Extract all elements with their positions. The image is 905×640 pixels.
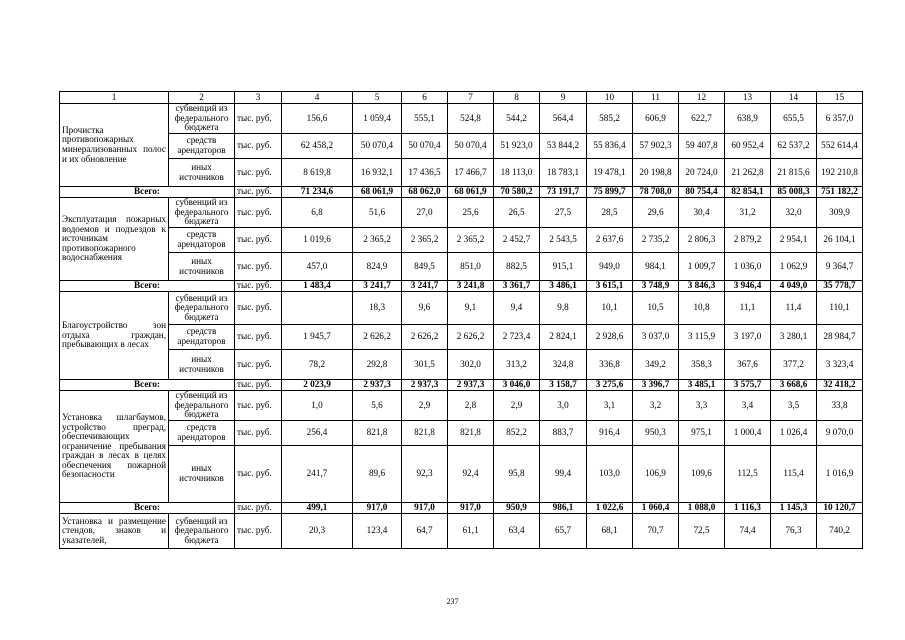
value-cell: 638,9	[725, 104, 771, 134]
value-cell: 2,9	[494, 391, 540, 421]
value-cell: 3,1	[587, 391, 633, 421]
total-value: 68 061,9	[448, 187, 494, 198]
col-num: 3	[235, 92, 282, 104]
funding-source: иных источников	[169, 350, 235, 380]
value-cell: 25,6	[448, 198, 494, 228]
unit: тыс. руб.	[235, 134, 282, 159]
value-cell: 30,4	[679, 198, 725, 228]
col-num: 15	[817, 92, 863, 104]
value-cell: 76,3	[771, 514, 817, 549]
value-cell: 2,9	[402, 391, 448, 421]
value-cell: 1 059,4	[353, 104, 402, 134]
total-value: 82 854,1	[725, 187, 771, 198]
value-cell: 3,4	[725, 391, 771, 421]
value-cell: 2 879,2	[725, 228, 771, 253]
value-cell: 18 783,1	[540, 159, 587, 187]
unit: тыс. руб.	[235, 325, 282, 350]
value-cell: 256,4	[282, 421, 353, 446]
value-cell: 309,9	[817, 198, 863, 228]
value-cell: 367,6	[725, 350, 771, 380]
total-value: 68 062,0	[402, 187, 448, 198]
total-value: 1 116,3	[725, 503, 771, 514]
total-row	[60, 281, 863, 292]
funding-source: иных источников	[169, 159, 235, 187]
funding-row	[60, 134, 863, 159]
total-value: 3 361,7	[494, 281, 540, 292]
unit: тыс. руб.	[235, 253, 282, 281]
funding-source: иных источников	[169, 446, 235, 503]
funding-row	[60, 228, 863, 253]
col-num: 1	[60, 92, 169, 104]
unit: тыс. руб.	[235, 503, 282, 514]
value-cell: 585,2	[587, 104, 633, 134]
value-cell: 849,5	[402, 253, 448, 281]
total-value: 70 580,2	[494, 187, 540, 198]
value-cell: 740,2	[817, 514, 863, 549]
value-cell: 62 458,2	[282, 134, 353, 159]
value-cell: 2 626,2	[402, 325, 448, 350]
value-cell: 9,4	[494, 292, 540, 325]
value-cell: 552 614,4	[817, 134, 863, 159]
value-cell	[282, 292, 353, 325]
value-cell: 74,4	[725, 514, 771, 549]
activity-name: Установка шлагбаумов, устройство преград, обеспечивающих ограничение пребывания граждан в лесах в целях обеспечения пожарной безопасности	[60, 391, 169, 503]
value-cell: 110,1	[817, 292, 863, 325]
value-cell: 20 198,8	[633, 159, 679, 187]
value-cell: 1,0	[282, 391, 353, 421]
value-cell: 2 735,2	[633, 228, 679, 253]
value-cell: 63,4	[494, 514, 540, 549]
total-value: 3 748,9	[633, 281, 679, 292]
value-cell: 50 070,4	[353, 134, 402, 159]
total-value: 3 846,3	[679, 281, 725, 292]
value-cell: 21 815,6	[771, 159, 817, 187]
value-cell: 27,0	[402, 198, 448, 228]
value-cell: 16 932,1	[353, 159, 402, 187]
value-cell: 109,6	[679, 446, 725, 503]
value-cell: 17 466,7	[448, 159, 494, 187]
value-cell: 61,1	[448, 514, 494, 549]
column-number-row	[60, 92, 863, 104]
value-cell: 821,8	[402, 421, 448, 446]
value-cell: 821,8	[448, 421, 494, 446]
value-cell: 10,5	[633, 292, 679, 325]
value-cell: 123,4	[353, 514, 402, 549]
value-cell: 6,8	[282, 198, 353, 228]
total-label: Всего:	[60, 503, 235, 514]
unit: тыс. руб.	[235, 446, 282, 503]
value-cell: 18,3	[353, 292, 402, 325]
funding-source: субвенций из федерального бюджета	[169, 391, 235, 421]
value-cell: 2 365,2	[448, 228, 494, 253]
total-value: 986,1	[540, 503, 587, 514]
total-value: 3 946,4	[725, 281, 771, 292]
value-cell: 2 824,1	[540, 325, 587, 350]
total-value: 3 241,7	[402, 281, 448, 292]
value-cell: 103,0	[587, 446, 633, 503]
budget-table	[59, 91, 863, 549]
value-cell: 59 407,8	[679, 134, 725, 159]
value-cell: 949,0	[587, 253, 633, 281]
value-cell: 2 452,7	[494, 228, 540, 253]
total-value: 35 778,7	[817, 281, 863, 292]
value-cell: 60 952,4	[725, 134, 771, 159]
total-value: 917,0	[353, 503, 402, 514]
value-cell: 2 637,6	[587, 228, 633, 253]
total-label: Всего:	[60, 281, 235, 292]
value-cell: 53 844,2	[540, 134, 587, 159]
value-cell: 1 000,4	[725, 421, 771, 446]
total-value: 10 120,7	[817, 503, 863, 514]
value-cell: 17 436,5	[402, 159, 448, 187]
value-cell: 1 026,4	[771, 421, 817, 446]
funding-row	[60, 421, 863, 446]
total-value: 1 483,4	[282, 281, 353, 292]
value-cell: 241,7	[282, 446, 353, 503]
activity-name: Прочистка противопожарных минерализованных полос и их обновление	[60, 104, 169, 187]
value-cell: 544,2	[494, 104, 540, 134]
value-cell: 27,5	[540, 198, 587, 228]
value-cell: 28,5	[587, 198, 633, 228]
total-value: 3 046,0	[494, 380, 540, 391]
value-cell: 555,1	[402, 104, 448, 134]
col-num: 11	[633, 92, 679, 104]
value-cell: 2 954,1	[771, 228, 817, 253]
value-cell: 950,3	[633, 421, 679, 446]
value-cell: 70,7	[633, 514, 679, 549]
funding-source: субвенций из федерального бюджета	[169, 514, 235, 549]
total-value: 1 088,0	[679, 503, 725, 514]
value-cell: 302,0	[448, 350, 494, 380]
funding-source: субвенций из федерального бюджета	[169, 104, 235, 134]
total-value: 3 575,7	[725, 380, 771, 391]
page-number: 237	[446, 597, 459, 606]
unit: тыс. руб.	[235, 281, 282, 292]
value-cell: 10,8	[679, 292, 725, 325]
value-cell: 51 923,0	[494, 134, 540, 159]
value-cell: 3 115,9	[679, 325, 725, 350]
unit: тыс. руб.	[235, 292, 282, 325]
unit: тыс. руб.	[235, 421, 282, 446]
total-value: 3 668,6	[771, 380, 817, 391]
value-cell: 301,5	[402, 350, 448, 380]
value-cell: 6 357,0	[817, 104, 863, 134]
col-num: 14	[771, 92, 817, 104]
value-cell: 1 062,9	[771, 253, 817, 281]
total-value: 3 485,1	[679, 380, 725, 391]
value-cell: 915,1	[540, 253, 587, 281]
value-cell: 26 104,1	[817, 228, 863, 253]
value-cell: 377,2	[771, 350, 817, 380]
activity-name: Установка и размещение стендов, знаков и указателей,	[60, 514, 169, 549]
funding-row	[60, 104, 863, 134]
value-cell: 57 902,3	[633, 134, 679, 159]
value-cell: 11,4	[771, 292, 817, 325]
total-value: 499,1	[282, 503, 353, 514]
total-value: 1 022,6	[587, 503, 633, 514]
total-value: 1 145,3	[771, 503, 817, 514]
value-cell: 821,8	[353, 421, 402, 446]
value-cell: 92,4	[448, 446, 494, 503]
value-cell: 115,4	[771, 446, 817, 503]
value-cell: 9,8	[540, 292, 587, 325]
value-cell: 95,8	[494, 446, 540, 503]
value-cell: 349,2	[633, 350, 679, 380]
col-num: 2	[169, 92, 235, 104]
value-cell: 336,8	[587, 350, 633, 380]
value-cell: 55 836,4	[587, 134, 633, 159]
col-num: 7	[448, 92, 494, 104]
funding-row	[60, 391, 863, 421]
value-cell: 606,9	[633, 104, 679, 134]
value-cell: 882,5	[494, 253, 540, 281]
value-cell: 2 543,5	[540, 228, 587, 253]
total-value: 950,9	[494, 503, 540, 514]
col-num: 10	[587, 92, 633, 104]
total-row	[60, 380, 863, 391]
col-num: 13	[725, 92, 771, 104]
unit: тыс. руб.	[235, 104, 282, 134]
value-cell: 65,7	[540, 514, 587, 549]
total-value: 75 899,7	[587, 187, 633, 198]
value-cell: 50 070,4	[402, 134, 448, 159]
value-cell: 313,2	[494, 350, 540, 380]
value-cell: 20,3	[282, 514, 353, 549]
total-value: 78 708,0	[633, 187, 679, 198]
activity-name: Благоустройство зон отдыха граждан, пребывающих в лесах	[60, 292, 169, 380]
value-cell: 1 009,7	[679, 253, 725, 281]
value-cell: 28 984,7	[817, 325, 863, 350]
value-cell: 3,0	[540, 391, 587, 421]
value-cell: 1 036,0	[725, 253, 771, 281]
value-cell: 112,5	[725, 446, 771, 503]
col-num: 9	[540, 92, 587, 104]
value-cell: 78,2	[282, 350, 353, 380]
value-cell: 852,2	[494, 421, 540, 446]
value-cell: 3,3	[679, 391, 725, 421]
value-cell: 192 210,8	[817, 159, 863, 187]
value-cell: 2 806,3	[679, 228, 725, 253]
value-cell: 5,6	[353, 391, 402, 421]
funding-source: субвенций из федерального бюджета	[169, 292, 235, 325]
value-cell: 18 113,0	[494, 159, 540, 187]
total-value: 85 008,3	[771, 187, 817, 198]
value-cell: 62 537,2	[771, 134, 817, 159]
value-cell: 26,5	[494, 198, 540, 228]
total-row	[60, 503, 863, 514]
total-value: 751 182,2	[817, 187, 863, 198]
value-cell: 9,1	[448, 292, 494, 325]
unit: тыс. руб.	[235, 391, 282, 421]
value-cell: 106,9	[633, 446, 679, 503]
value-cell: 2 723,4	[494, 325, 540, 350]
value-cell: 524,8	[448, 104, 494, 134]
activity-name: Эксплуатация пожарных водоемов и подъездов к источникам противопожарного водоснабжения	[60, 198, 169, 281]
value-cell: 72,5	[679, 514, 725, 549]
total-value: 1 060,4	[633, 503, 679, 514]
value-cell: 916,4	[587, 421, 633, 446]
total-value: 3 615,1	[587, 281, 633, 292]
total-value: 917,0	[448, 503, 494, 514]
funding-source: средств арендаторов	[169, 325, 235, 350]
funding-source: средств арендаторов	[169, 421, 235, 446]
value-cell: 92,3	[402, 446, 448, 503]
value-cell: 883,7	[540, 421, 587, 446]
value-cell: 984,1	[633, 253, 679, 281]
total-value: 3 486,1	[540, 281, 587, 292]
value-cell: 1 945,7	[282, 325, 353, 350]
value-cell: 1 019,6	[282, 228, 353, 253]
funding-source: средств арендаторов	[169, 228, 235, 253]
unit: тыс. руб.	[235, 187, 282, 198]
total-value: 3 158,7	[540, 380, 587, 391]
value-cell: 564,4	[540, 104, 587, 134]
total-value: 4 049,0	[771, 281, 817, 292]
total-row	[60, 187, 863, 198]
value-cell: 2,8	[448, 391, 494, 421]
total-value: 3 275,6	[587, 380, 633, 391]
funding-row	[60, 292, 863, 325]
value-cell: 10,1	[587, 292, 633, 325]
value-cell: 32,0	[771, 198, 817, 228]
value-cell: 9 070,0	[817, 421, 863, 446]
total-value: 73 191,7	[540, 187, 587, 198]
value-cell: 292,8	[353, 350, 402, 380]
col-num: 4	[282, 92, 353, 104]
col-num: 12	[679, 92, 725, 104]
value-cell: 9,6	[402, 292, 448, 325]
unit: тыс. руб.	[235, 159, 282, 187]
value-cell: 8 619,8	[282, 159, 353, 187]
value-cell: 31,2	[725, 198, 771, 228]
value-cell: 29,6	[633, 198, 679, 228]
funding-row	[60, 325, 863, 350]
funding-source: субвенций из федерального бюджета	[169, 198, 235, 228]
total-value: 3 241,7	[353, 281, 402, 292]
value-cell: 21 262,8	[725, 159, 771, 187]
funding-source: иных источников	[169, 253, 235, 281]
value-cell: 3 037,0	[633, 325, 679, 350]
value-cell: 19 478,1	[587, 159, 633, 187]
col-num: 5	[353, 92, 402, 104]
value-cell: 622,7	[679, 104, 725, 134]
value-cell: 3,2	[633, 391, 679, 421]
value-cell: 99,4	[540, 446, 587, 503]
unit: тыс. руб.	[235, 514, 282, 549]
value-cell: 1 016,9	[817, 446, 863, 503]
funding-row	[60, 159, 863, 187]
total-value: 80 754,4	[679, 187, 725, 198]
value-cell: 3 323,4	[817, 350, 863, 380]
value-cell: 2 626,2	[448, 325, 494, 350]
total-value: 3 241,8	[448, 281, 494, 292]
value-cell: 824,9	[353, 253, 402, 281]
value-cell: 33,8	[817, 391, 863, 421]
total-label: Всего:	[60, 380, 235, 391]
total-value: 32 418,2	[817, 380, 863, 391]
total-value: 71 234,6	[282, 187, 353, 198]
value-cell: 2 626,2	[353, 325, 402, 350]
value-cell: 3 280,1	[771, 325, 817, 350]
value-cell: 89,6	[353, 446, 402, 503]
col-num: 6	[402, 92, 448, 104]
unit: тыс. руб.	[235, 350, 282, 380]
total-value: 2 937,3	[402, 380, 448, 391]
unit: тыс. руб.	[235, 380, 282, 391]
value-cell: 457,0	[282, 253, 353, 281]
value-cell: 655,5	[771, 104, 817, 134]
value-cell: 51,6	[353, 198, 402, 228]
total-value: 2 937,3	[353, 380, 402, 391]
value-cell: 9 364,7	[817, 253, 863, 281]
col-num: 8	[494, 92, 540, 104]
value-cell: 975,1	[679, 421, 725, 446]
total-value: 917,0	[402, 503, 448, 514]
funding-row	[60, 514, 863, 549]
value-cell: 156,6	[282, 104, 353, 134]
unit: тыс. руб.	[235, 228, 282, 253]
value-cell: 64,7	[402, 514, 448, 549]
value-cell: 68,1	[587, 514, 633, 549]
total-value: 68 061,9	[353, 187, 402, 198]
value-cell: 358,3	[679, 350, 725, 380]
total-value: 3 396,7	[633, 380, 679, 391]
total-value: 2 023,9	[282, 380, 353, 391]
value-cell: 851,0	[448, 253, 494, 281]
value-cell: 2 365,2	[353, 228, 402, 253]
funding-row	[60, 350, 863, 380]
total-value: 2 937,3	[448, 380, 494, 391]
funding-row	[60, 253, 863, 281]
value-cell: 50 070,4	[448, 134, 494, 159]
value-cell: 3 197,0	[725, 325, 771, 350]
value-cell: 11,1	[725, 292, 771, 325]
funding-source: средств арендаторов	[169, 134, 235, 159]
funding-row	[60, 198, 863, 228]
value-cell: 324,8	[540, 350, 587, 380]
value-cell: 3,5	[771, 391, 817, 421]
value-cell: 2 365,2	[402, 228, 448, 253]
funding-row	[60, 446, 863, 503]
unit: тыс. руб.	[235, 198, 282, 228]
value-cell: 2 928,6	[587, 325, 633, 350]
total-label: Всего:	[60, 187, 235, 198]
value-cell: 20 724,0	[679, 159, 725, 187]
